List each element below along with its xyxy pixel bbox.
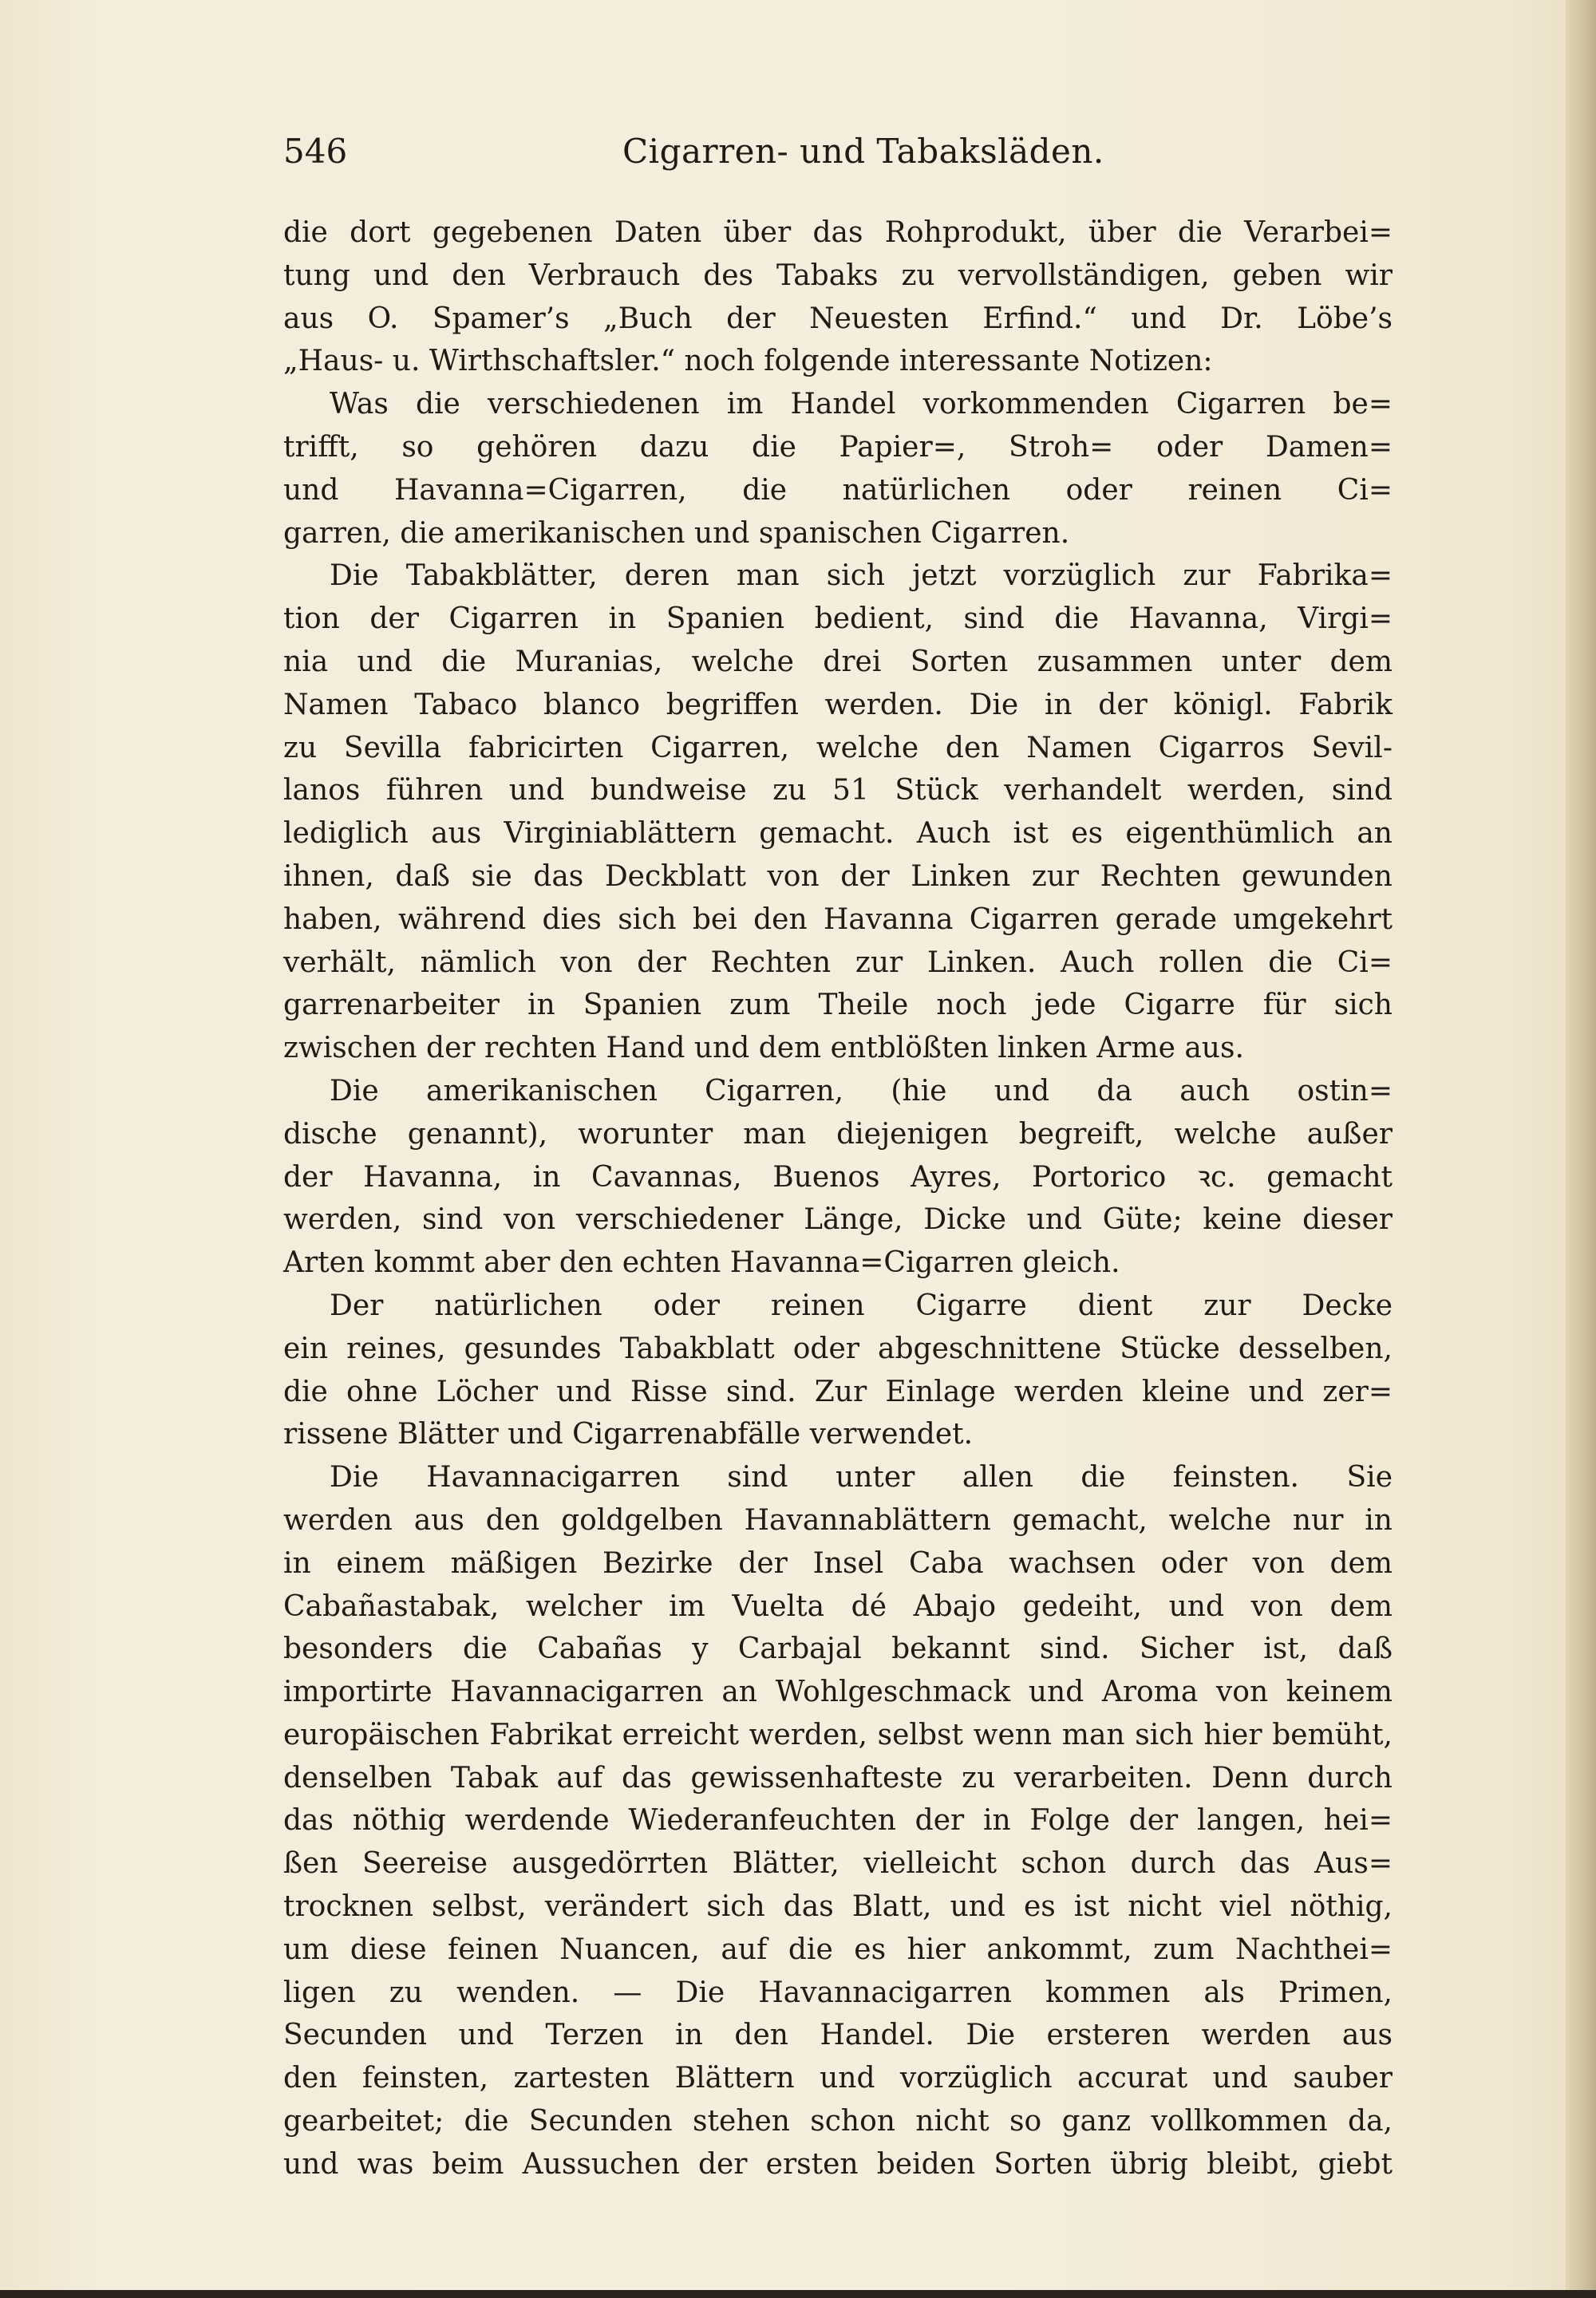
text-line: garrenarbeiter in Spanien zum Theile noch jede Cigarre für sich <box>283 989 1393 1022</box>
page-header <box>283 128 1400 176</box>
text-line: trifft, so gehören dazu die Papier=, Stroh= oder Damen= <box>283 430 1393 464</box>
text-line: zu Sevilla fabricirten Cigarren, welche den Namen Cigarros Sevil- <box>283 731 1393 764</box>
text-line: den feinsten, zartesten Blättern und vorzüglich accurat und sauber <box>283 2062 1393 2095</box>
text-line: tung und den Verbrauch des Tabaks zu vervollständigen, geben wir <box>283 259 1393 292</box>
text-line: und was beim Aussuchen der ersten beiden Sorten übrig bleibt, giebt <box>283 2147 1393 2181</box>
text-line: die dort gegebenen Daten über das Rohprodukt, über die Verarbei= <box>283 216 1393 249</box>
text-line: Der natürlichen oder reinen Cigarre dient zur Decke <box>330 1289 1393 1322</box>
text-line: und Havanna=Cigarren, die natürlichen oder reinen Ci= <box>283 473 1393 507</box>
text-line: nia und die Muranias, welche drei Sorten zusammen unter dem <box>283 645 1393 678</box>
text-line: Arten kommt aber den echten Havanna=Cigarren gleich. <box>283 1246 1120 1280</box>
text-line: Die Tabakblätter, deren man sich jetzt vorzüglich zur Fabrika= <box>330 559 1393 593</box>
text-line: haben, während dies sich bei den Havanna Cigarren gerade umgekehrt <box>283 902 1393 936</box>
text-line: aus O. Spamer’s „Buch der Neuesten Erfind.“ und Dr. Löbe’s <box>283 302 1393 335</box>
text-line: ein reines, gesundes Tabakblatt oder abgeschnittene Stücke desselben, <box>283 1332 1393 1365</box>
text-line: Die Havannacigarren sind unter allen die feinsten. Sie <box>330 1461 1393 1494</box>
text-line: die ohne Löcher und Risse sind. Zur Einlage werden kleine und zer= <box>283 1375 1393 1408</box>
text-line: besonders die Cabañas y Carbajal bekannt sind. Sicher ist, daß <box>283 1633 1393 1666</box>
scan-border <box>0 2290 1596 2298</box>
text-line: denselben Tabak auf das gewissenhafteste zu verarbeiten. Denn durch <box>283 1761 1393 1795</box>
text-line: trocknen selbst, verändert sich das Blatt, und es ist nicht viel nöthig, <box>283 1890 1393 1924</box>
text-line: Secunden und Terzen in den Handel. Die ersteren werden aus <box>283 2019 1393 2052</box>
text-line: ßen Seereise ausgedörrten Blätter, vielleicht schon durch das Aus= <box>283 1847 1393 1881</box>
text-line: ihnen, daß sie das Deckblatt von der Linken zur Rechten gewunden <box>283 859 1393 893</box>
text-line: europäischen Fabrikat erreicht werden, selbst wenn man sich hier bemüht, <box>283 1718 1393 1751</box>
text-line: gearbeitet; die Secunden stehen schon nicht so ganz vollkommen da, <box>283 2105 1393 2138</box>
text-line: Was die verschiedenen im Handel vorkommenden Cigarren be= <box>330 388 1393 421</box>
text-line: „Haus- u. Wirthschaftsler.“ noch folgende interessante Notizen: <box>283 345 1213 378</box>
text-line: Die amerikanischen Cigarren, (hie und da auch ostin= <box>330 1074 1393 1108</box>
body-text <box>283 211 1393 2186</box>
text-line: um diese feinen Nuancen, auf die es hier ankommt, zum Nachthei= <box>283 1933 1393 1966</box>
text-line: werden aus den goldgelben Havannablättern gemacht, welche nur in <box>283 1503 1393 1537</box>
text-line: dische genannt), worunter man diejenigen begreift, welche außer <box>283 1117 1393 1151</box>
page-edge <box>1566 0 1596 2298</box>
text-line: lediglich aus Virginiablättern gemacht. Auch ist es eigenthümlich an <box>283 817 1393 851</box>
text-line: garren, die amerikanischen und spanischen Cigarren. <box>283 516 1070 550</box>
text-line: Cabañastabak, welcher im Vuelta dé Abajo gedeiht, und von dem <box>283 1589 1393 1623</box>
text-line: der Havanna, in Cavannas, Buenos Ayres, Portorico ꝛc. gemacht <box>283 1160 1393 1194</box>
text-line: rissene Blätter und Cigarrenabfälle verwendet. <box>283 1418 974 1451</box>
text-line: das nöthig werdende Wiederanfeuchten der in Folge der langen, hei= <box>283 1804 1393 1838</box>
text-line: werden, sind von verschiedener Länge, Dicke und Güte; keine dieser <box>283 1203 1393 1237</box>
text-line: verhält, nämlich von der Rechten zur Linken. Auch rollen die Ci= <box>283 946 1393 979</box>
text-line: importirte Havannacigarren an Wohlgeschmack und Aroma von keinem <box>283 1676 1393 1709</box>
page-number: 546 <box>283 132 348 171</box>
text-line: in einem mäßigen Bezirke der Insel Caba wachsen oder von dem <box>283 1546 1393 1580</box>
text-line: lanos führen und bundweise zu 51 Stück verhandelt werden, sind <box>283 774 1393 807</box>
text-line: tion der Cigarren in Spanien bedient, sind die Havanna, Virgi= <box>283 602 1393 636</box>
text-line: zwischen der rechten Hand und dem entblößten linken Arme aus. <box>283 1032 1244 1065</box>
running-head: Cigarren- und Tabaksläden. <box>622 132 1104 171</box>
text-line: ligen zu wenden. — Die Havannacigarren kommen als Primen, <box>283 1976 1393 2009</box>
text-line: Namen Tabaco blanco begriffen werden. Die in der königl. Fabrik <box>283 688 1393 721</box>
